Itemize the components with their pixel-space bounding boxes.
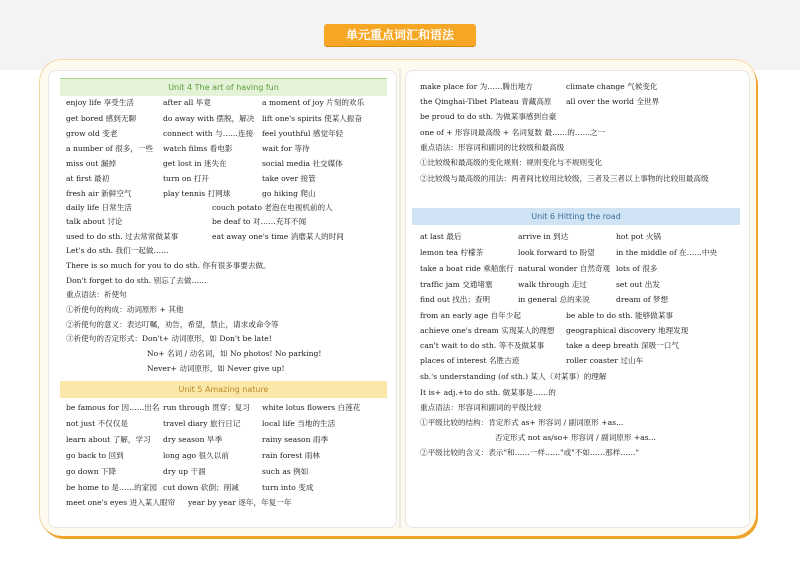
sentence-line: There is so much for you to do sth. 你有很多事要去做。 (66, 261, 271, 270)
vocab-item: meet one's eyes 进入某人眼帘 (66, 498, 176, 507)
vocab-item: places of interest 名胜古迹 (420, 356, 520, 365)
vocab-item: such as 例如 (262, 467, 309, 476)
unit6-header: Unit 6 Hitting the road (412, 208, 740, 225)
vocab-item: get bored 感到无聊 (66, 114, 137, 123)
vocab-item: arrive in 到达 (518, 232, 569, 241)
vocab-item: take a boat ride 乘船旅行 (420, 264, 514, 273)
vocab-item: go back to 回到 (66, 451, 124, 460)
vocab-item: be home to 是……的家园 (66, 483, 157, 492)
vocab-item: couch potato 老泡在电视机前的人 (212, 203, 333, 212)
vocab-item: enjoy life 享受生活 (66, 98, 134, 107)
vocab-item: travel diary 旅行日记 (163, 419, 241, 428)
vocab-item: take over 接管 (262, 174, 316, 183)
grammar-line: ②比较级与最高级的用法：两者间比较用比较级，三者及三者以上事物的比较用最高级 (420, 174, 709, 183)
vocab-item: traffic jam 交通堵塞 (420, 280, 493, 289)
vocab-item: go hiking 爬山 (262, 189, 316, 198)
vocab-item: lots of 很多 (616, 264, 658, 273)
grammar-heading: 重点语法：形容词和副词的平级比较 (420, 403, 542, 412)
vocab-item: walk through 走过 (518, 280, 587, 289)
vocab-item: turn into 变成 (262, 483, 314, 492)
sentence-line: It is+ adj.+to do sth. 做某事是……的 (420, 388, 556, 397)
vocab-item: grow old 变老 (66, 129, 118, 138)
vocab-item: set out 出发 (616, 280, 660, 289)
sentence-line: Let's do sth. 我们一起做…… (66, 246, 169, 255)
grammar-line: Never+ 动词原形，如 Never give up! (147, 364, 285, 373)
vocab-item: daily life 日常生活 (66, 203, 132, 212)
vocab-item: a moment of joy 片刻的欢乐 (262, 98, 365, 107)
vocab-item: natural wonder 自然奇观 (518, 264, 611, 273)
grammar-line: ②祈使句的意义：表达叮嘱，劝告，希望，禁止，请求或命令等 (66, 320, 279, 329)
grammar-line: ②平级比较的含义：表示"和……一样……"或"不如……那样……" (420, 448, 640, 457)
vocab-item: long ago 很久以前 (163, 451, 229, 460)
vocab-item: miss out 漏掉 (66, 159, 116, 168)
vocab-item: wait for 等待 (262, 144, 310, 153)
grammar-line: ①比较级和最高级的变化规则：规则变化与不规则变化 (420, 158, 603, 167)
unit4-header: Unit 4 The art of having fun (60, 78, 387, 96)
vocab-item: cut down 砍倒；削减 (163, 483, 239, 492)
sentence-line: Don't forget to do sth. 别忘了去做…… (66, 276, 207, 285)
vocab-item: play tennis 打网球 (163, 189, 231, 198)
vocab-item: take a deep breath 深吸一口气 (566, 341, 679, 350)
vocab-item: in the middle of 在……中央 (616, 248, 718, 257)
vocab-item: from an early age 自年少起 (420, 311, 521, 320)
vocab-item: roller coaster 过山车 (566, 356, 644, 365)
grammar-line: 否定形式 not as/so+ 形容词 / 副词原形 +as... (495, 433, 656, 442)
vocab-item: go down 下降 (66, 467, 117, 476)
vocab-item: watch films 看电影 (163, 144, 233, 153)
grammar-line: ③祈使句的否定形式：Don't+ 动词原形，如 Don't be late! (66, 334, 272, 343)
vocab-item: geographical discovery 地理发现 (566, 326, 689, 335)
grammar-heading: 重点语法：形容词和副词的比较级和最高级 (420, 143, 565, 152)
vocab-item: dream of 梦想 (616, 295, 669, 304)
vocab-item: learn about 了解，学习 (66, 435, 151, 444)
vocab-item: be able to do sth. 能够做某事 (566, 311, 674, 320)
vocab-item: run through 贯穿；复习 (163, 403, 250, 412)
vocab-item: hot pot 火锅 (616, 232, 662, 241)
vocab-item: get lost in 迷失在 (163, 159, 227, 168)
vocab-item: can't wait to do sth. 等不及做某事 (420, 341, 545, 350)
vocab-item: turn on 打开 (163, 174, 209, 183)
vocab-item: at last 最后 (420, 232, 462, 241)
vocab-item: feel youthful 感觉年轻 (262, 129, 344, 138)
vocab-item: in general 总的来说 (518, 295, 590, 304)
vocab-item: be famous for 因……出名 (66, 403, 160, 412)
vocab-item: climate change 气候变化 (566, 82, 658, 91)
vocab-item: after all 毕竟 (163, 98, 211, 107)
vocab-item: a number of 很多，一些 (66, 144, 154, 153)
vocab-item: at first 最初 (66, 174, 110, 183)
vocab-item: find out 找出；查明 (420, 295, 491, 304)
grammar-heading: 重点语法：祈使句 (66, 290, 127, 299)
vocab-item: be deaf to 对……充耳不闻 (212, 217, 307, 226)
unit5-header: Unit 5 Amazing nature (60, 381, 387, 398)
vocab-item: rainy season 雨季 (262, 435, 329, 444)
sentence-line: be proud to do sth. 为做某事感到自豪 (420, 112, 557, 121)
vocab-item: lift one's spirits 使某人振奋 (262, 114, 363, 123)
grammar-line: ①祈使句的构成：动词原形 + 其他 (66, 305, 184, 314)
vocab-item: dry up 干涸 (163, 467, 206, 476)
vocab-item: fresh air 新鲜空气 (66, 189, 132, 198)
vocab-item: not just 不仅仅是 (66, 419, 128, 428)
vocab-item: rain forest 雨林 (262, 451, 320, 460)
vocab-item: white lotus flowers 白莲花 (262, 403, 361, 412)
vocab-item: do away with 摆脱，解决 (163, 114, 255, 123)
vocab-item: lemon tea 柠檬茶 (420, 248, 484, 257)
vocab-item: make place for 为……腾出地方 (420, 82, 533, 91)
vocab-item: dry season 旱季 (163, 435, 223, 444)
vocab-item: look forward to 盼望 (518, 248, 595, 257)
page-title: 单元重点词汇和语法 (324, 24, 476, 46)
vocab-item: the Qinghai-Tibet Plateau 青藏高原 (420, 97, 552, 106)
vocab-item: connect with 与……连接 (163, 129, 254, 138)
vocab-item: all over the world 全世界 (566, 97, 660, 106)
vocab-item: social media 社交媒体 (262, 159, 343, 168)
vocab-item: achieve one's dream 实现某人的理想 (420, 326, 555, 335)
vocab-item: eat away one's time 消磨某人的时间 (212, 232, 344, 241)
sentence-line: sb.'s understanding (of sth.) 某人（对某事）的理解 (420, 372, 607, 381)
vocab-item: used to do sth. 过去常常做某事 (66, 232, 179, 241)
vocab-item: year by year 逐年，年复一年 (188, 498, 292, 507)
vocab-item: local life 当地的生活 (262, 419, 336, 428)
grammar-line: ①平级比较的结构：肯定形式 as+ 形容词 / 副词原形 +as... (420, 418, 624, 427)
vocab-item: talk about 讨论 (66, 217, 123, 226)
sentence-line: one of + 形容词最高级 + 名词复数 最……的……之一 (420, 128, 606, 137)
grammar-line: No+ 名词 / 动名词，如 No photos! No parking! (147, 349, 322, 358)
